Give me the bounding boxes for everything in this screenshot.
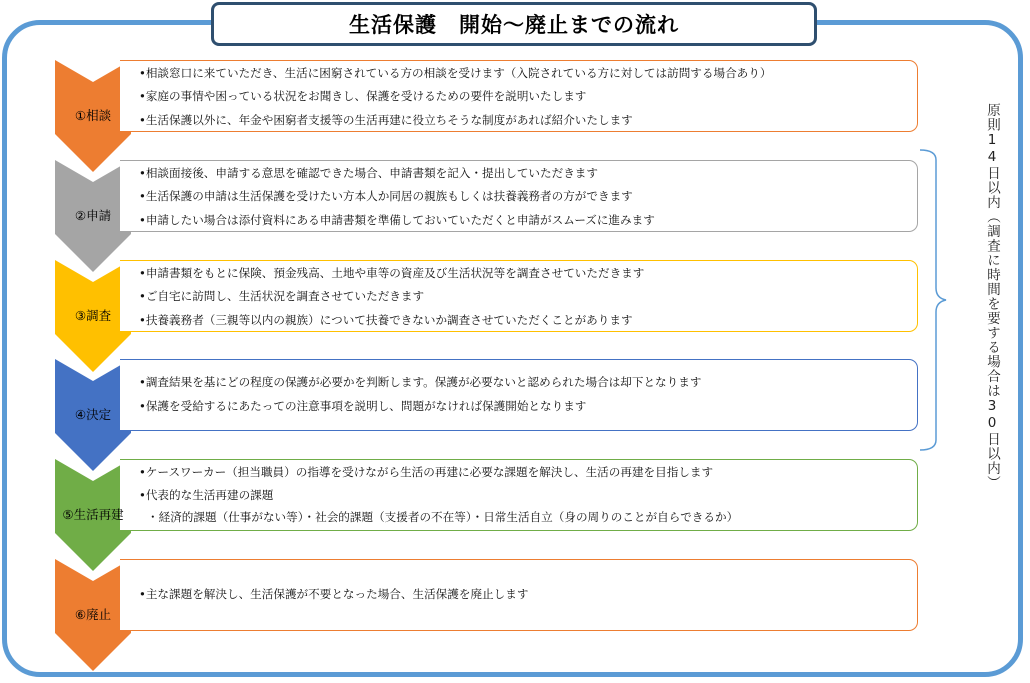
step-line: ・経済的課題（仕事がない等）・社会的課題（支援者の不在等）・日常生活自立（身の周りのことが自らできるか） [147, 510, 739, 524]
step-label: ④決定 [74, 407, 112, 422]
step-label: ③調査 [74, 308, 112, 323]
duration-note: 原則14日以内（調査に時間を要する場合は30日以内） [984, 103, 1000, 490]
step-line: •生活保護以外に、年金や困窮者支援等の生活再建に役立ちそうな制度があれば紹介いたします [139, 113, 633, 127]
step-card [120, 559, 918, 631]
step-card [120, 160, 918, 232]
step-card [120, 60, 918, 132]
step-card [120, 359, 918, 431]
step-line: •ケースワーカー（担当職員）の指導を受けながら生活の再建に必要な課題を解決し、生活の再建を目指します [139, 465, 714, 479]
step-line: •相談面接後、申請する意思を確認できた場合、申請書類を記入・提出していただきます [139, 166, 598, 180]
step-line: •申請したい場合は添付資料にある申請書類を準備しておいていただくと申請がスムーズに進みます [139, 213, 655, 227]
bracket-brace [918, 148, 948, 452]
step-line: •相談窓口に来ていただき、生活に困窮されている方の相談を受けます（入院されている方に対しては訪問する場合あり） [139, 66, 772, 80]
step-label: ②申請 [74, 208, 112, 223]
step-line: •生活保護の申請は生活保護を受けたい方本人か同居の親族もしくは扶養義務者の方ができます [139, 189, 633, 203]
page-title: 生活保護 開始～廃止までの流れ [211, 2, 817, 46]
step-card [120, 260, 918, 332]
step-label: ⑥廃止 [74, 607, 112, 622]
step-line: •保護を受給するにあたっての注意事項を説明し、問題がなければ保護開始となります [139, 399, 587, 413]
step-line: •主な課題を解決し、生活保護が不要となった場合、生活保護を廃止します [139, 587, 529, 601]
step-line: •扶養義務者（三親等以内の親族）について扶養できないか調査させていただくことがあります [139, 313, 633, 327]
step-card [120, 459, 918, 531]
step-line: •調査結果を基にどの程度の保護が必要かを判断します。保護が必要ないと認められた場合は却下となります [139, 375, 702, 389]
step-line: •家庭の事情や困っている状況をお聞きし、保護を受けるための要件を説明いたします [139, 89, 587, 103]
step-line: •代表的な生活再建の課題 [139, 488, 274, 502]
step-label: ①相談 [74, 108, 112, 123]
step-label: ⑤生活再建 [62, 507, 124, 522]
step-line: •ご自宅に訪問し、生活状況を調査させていただきます [139, 289, 425, 303]
step-line: •申請書類をもとに保険、預金残高、土地や車等の資産及び生活状況等を調査させていただきます [139, 266, 645, 280]
